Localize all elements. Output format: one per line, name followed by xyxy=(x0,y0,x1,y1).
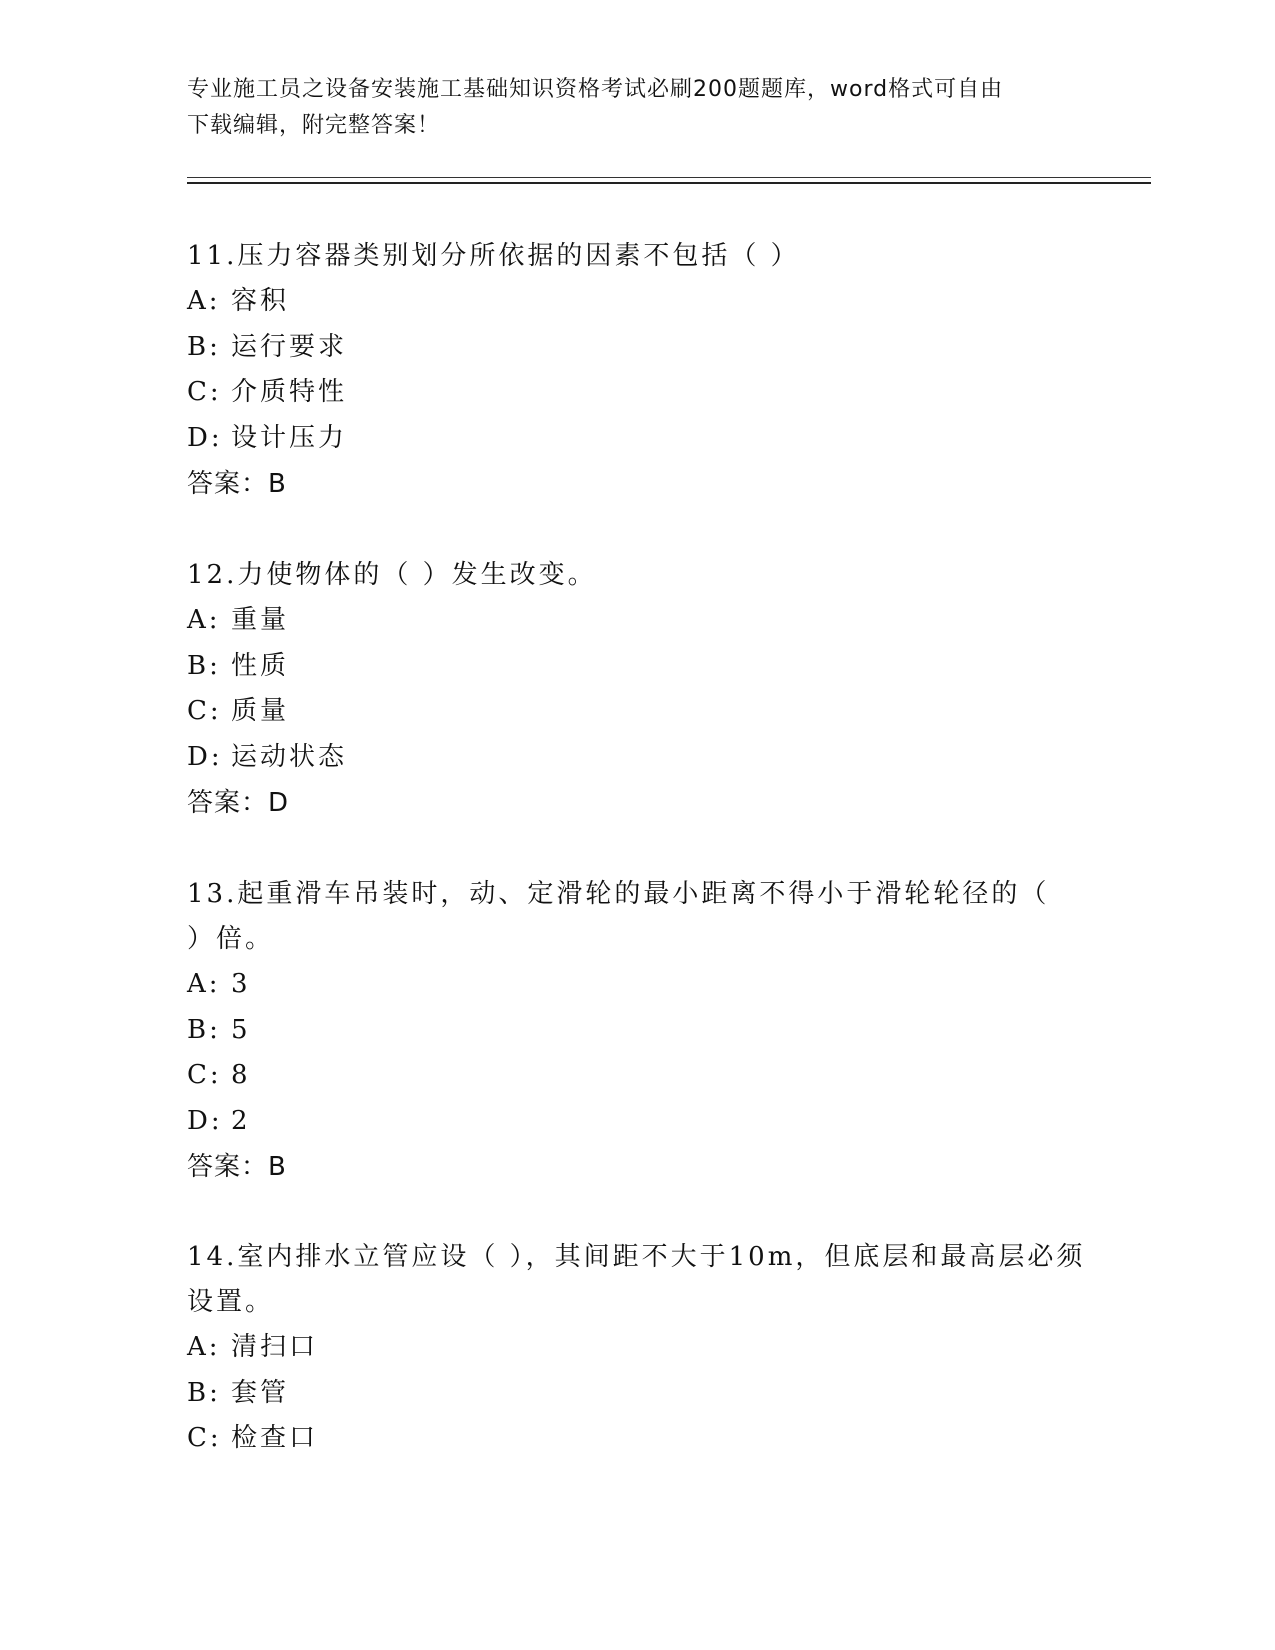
option-d xyxy=(187,735,1087,781)
option-b xyxy=(187,1008,1087,1054)
header-divider-thick xyxy=(187,182,1151,184)
option-a xyxy=(187,1325,1087,1371)
option-letter: C: xyxy=(187,696,222,726)
option-letter: A: xyxy=(187,605,221,635)
question-title: 14.室内排水立管应设（ ），其间距不大于10m，但底层和最高层必须 xyxy=(187,1242,1086,1272)
question-title: 13.起重滑车吊装时，动、定滑轮的最小距离不得小于滑轮轮径的（ xyxy=(187,879,1050,909)
option-letter: C: xyxy=(187,1060,222,1090)
option-text: 容积 xyxy=(231,286,290,316)
option-b xyxy=(187,325,1087,371)
option-text: 运行要求 xyxy=(231,331,348,362)
option-text: 检查口 xyxy=(231,1423,319,1453)
question-14 xyxy=(187,1235,1087,1462)
document-header xyxy=(187,72,1067,144)
option-letter: C: xyxy=(187,1423,222,1453)
option-letter: A: xyxy=(187,969,221,999)
option-text: 5 xyxy=(231,1014,251,1045)
option-text: 清扫口 xyxy=(231,1332,319,1362)
option-c xyxy=(187,1416,1087,1462)
option-letter: B: xyxy=(187,650,221,681)
answer-line: 答案：B xyxy=(187,469,287,499)
option-c xyxy=(187,1053,1087,1099)
question-title: 12.力使物体的（ ）发生改变。 xyxy=(187,560,597,590)
option-text: 8 xyxy=(231,1060,251,1090)
option-text: 套管 xyxy=(231,1377,290,1408)
option-a xyxy=(187,598,1087,644)
option-letter: C: xyxy=(187,377,222,407)
option-b xyxy=(187,644,1087,690)
option-letter: B: xyxy=(187,1014,221,1045)
header-title-line-2: 下载编辑，附完整答案！ xyxy=(187,113,441,138)
option-c xyxy=(187,370,1087,416)
question-11 xyxy=(187,234,1087,507)
option-text: 质量 xyxy=(231,696,290,726)
option-text: 重量 xyxy=(231,605,290,635)
option-d xyxy=(187,1099,1087,1145)
option-letter: B: xyxy=(187,1377,221,1408)
option-text: 介质特性 xyxy=(231,377,348,407)
option-text: 运动状态 xyxy=(231,741,348,772)
question-title-continued: 设置。 xyxy=(187,1287,275,1317)
option-b xyxy=(187,1371,1087,1417)
option-letter: A: xyxy=(187,286,221,316)
option-letter: A: xyxy=(187,1332,221,1362)
option-text: 2 xyxy=(231,1105,251,1136)
header-title-line-1: 专业施工员之设备安装施工基础知识资格考试必刷200题题库，word格式可自由 xyxy=(187,77,1004,102)
header-divider-thin xyxy=(187,177,1151,178)
option-text: 性质 xyxy=(231,650,290,681)
option-letter: D: xyxy=(187,422,223,453)
answer-line: 答案：B xyxy=(187,1152,287,1182)
question-title: 11.压力容器类别划分所依据的因素不包括（ ） xyxy=(187,241,800,271)
option-letter: D: xyxy=(187,1105,223,1136)
question-13 xyxy=(187,872,1087,1190)
option-text: 设计压力 xyxy=(231,422,348,453)
answer-line: 答案：D xyxy=(187,788,290,818)
option-d xyxy=(187,416,1087,462)
option-letter: D: xyxy=(187,741,223,772)
option-a xyxy=(187,962,1087,1008)
option-letter: B: xyxy=(187,331,221,362)
question-title-continued: ）倍。 xyxy=(187,924,275,954)
option-text: 3 xyxy=(231,969,251,999)
option-a xyxy=(187,279,1087,325)
option-c xyxy=(187,689,1087,735)
question-12 xyxy=(187,553,1087,826)
